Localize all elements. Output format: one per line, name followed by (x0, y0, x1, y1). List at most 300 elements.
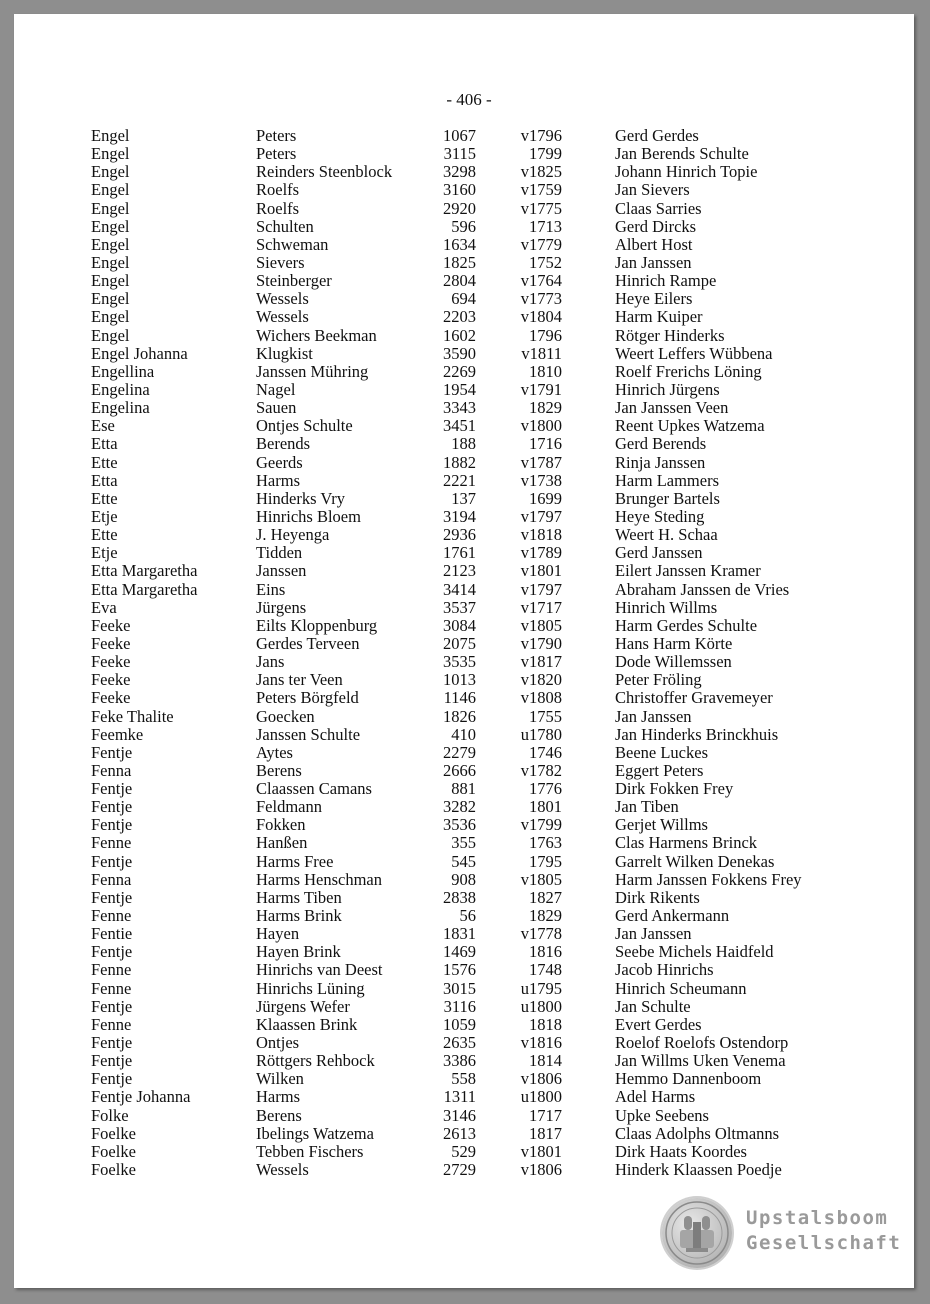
surname-cell: Harms Henschman (256, 869, 383, 889)
number-cell: 2936 (443, 525, 476, 545)
table-row (14, 381, 914, 399)
year-cell: v1806 (520, 1160, 562, 1180)
surname-cell: Harms (256, 470, 300, 490)
number-cell: 2203 (443, 307, 476, 327)
number-cell: 3535 (443, 652, 476, 672)
year-cell: v1796 (520, 126, 562, 145)
spouse-cell: Gerd Gerdes (615, 126, 699, 145)
table-row (14, 200, 914, 218)
spouse-cell: Seebe Michels Haidfeld (615, 942, 774, 962)
number-cell: 3015 (443, 978, 476, 998)
number-cell: 3343 (443, 398, 476, 418)
year-cell: 1746 (529, 742, 562, 762)
first-name-cell: Feeke (91, 633, 131, 653)
surname-cell: Berends (256, 434, 311, 454)
surname-cell: Roelfs (256, 198, 300, 218)
spouse-cell: Abraham Janssen de Vries (615, 579, 790, 599)
year-cell: v1816 (520, 1033, 562, 1053)
spouse-cell: Hinrich Willms (615, 597, 718, 617)
table-row (14, 181, 914, 199)
first-name-cell: Engel (91, 162, 130, 182)
year-cell: 1801 (529, 797, 562, 817)
table-row (14, 1016, 914, 1034)
year-cell: v1801 (520, 1141, 562, 1161)
spouse-cell: Harm Janssen Fokkens Frey (615, 869, 802, 889)
year-cell: v1797 (520, 506, 562, 526)
table-row (14, 617, 914, 635)
first-name-cell: Feeke (91, 670, 131, 690)
number-cell: 3084 (443, 615, 476, 635)
number-cell: 1826 (443, 706, 476, 726)
spouse-cell: Rötger Hinderks (615, 325, 725, 345)
surname-cell: Harms Tiben (256, 887, 342, 907)
number-cell: 1831 (443, 924, 476, 944)
first-name-cell: Fentje (91, 742, 133, 762)
year-cell: v1806 (520, 1069, 562, 1089)
first-name-cell: Feeke (91, 615, 131, 635)
surname-cell: Wichers Beekman (256, 325, 377, 345)
first-name-cell: Ette (91, 452, 118, 472)
first-name-cell: Fenne (91, 906, 132, 926)
spouse-cell: Gerjet Willms (615, 815, 708, 835)
first-name-cell: Eva (91, 597, 117, 617)
spouse-cell: Rinja Janssen (615, 452, 706, 472)
surname-cell: Steinberger (256, 271, 332, 291)
spouse-cell: Brunger Bartels (615, 488, 720, 508)
year-cell: v1764 (520, 271, 562, 291)
first-name-cell: Engel (91, 144, 130, 164)
spouse-cell: Hans Harm Körte (615, 633, 733, 653)
table-row (14, 889, 914, 907)
number-cell: 1761 (443, 543, 476, 563)
number-cell: 908 (451, 869, 476, 889)
spouse-cell: Claas Adolphs Oltmanns (615, 1123, 780, 1143)
table-row (14, 581, 914, 599)
table-row (14, 127, 914, 145)
table-row (14, 689, 914, 707)
year-cell: 1796 (529, 325, 562, 345)
table-row (14, 726, 914, 744)
table-row (14, 562, 914, 580)
year-cell: v1805 (520, 869, 562, 889)
table-row (14, 599, 914, 617)
year-cell: 1699 (529, 488, 562, 508)
spouse-cell: Hinrich Rampe (615, 271, 717, 291)
number-cell: 1469 (443, 942, 476, 962)
year-cell: 1827 (529, 887, 562, 907)
table-row (14, 508, 914, 526)
first-name-cell: Ese (91, 416, 115, 436)
number-cell: 1882 (443, 452, 476, 472)
surname-cell: Jans ter Veen (256, 670, 343, 690)
year-cell: v1825 (520, 162, 562, 182)
number-cell: 3590 (443, 343, 476, 363)
table-row (14, 816, 914, 834)
table-row (14, 1161, 914, 1179)
number-cell: 1311 (443, 1087, 476, 1107)
surname-cell: Peters Börgfeld (256, 688, 359, 708)
table-row (14, 218, 914, 236)
table-row (14, 744, 914, 762)
table-row (14, 780, 914, 798)
surname-cell: Ibelings Watzema (256, 1123, 374, 1143)
table-row (14, 1052, 914, 1070)
surname-cell: Sievers (256, 252, 305, 272)
surname-cell: Goecken (256, 706, 315, 726)
number-cell: 3194 (443, 506, 476, 526)
surname-cell: Hinderks Vry (256, 488, 345, 508)
spouse-cell: Claas Sarries (615, 198, 702, 218)
number-cell: 3537 (443, 597, 476, 617)
table-row (14, 961, 914, 979)
surname-cell: Wessels (256, 1160, 309, 1180)
table-row (14, 943, 914, 961)
spouse-cell: Hinderk Klaassen Poedje (615, 1160, 782, 1180)
spouse-cell: Jan Janssen (615, 924, 692, 944)
surname-cell: Feldmann (256, 797, 322, 817)
table-row (14, 853, 914, 871)
year-cell: v1817 (520, 652, 562, 672)
table-row (14, 490, 914, 508)
number-cell: 2729 (443, 1160, 476, 1180)
surname-cell: Ontjes (256, 1033, 300, 1053)
table-row (14, 708, 914, 726)
year-cell: 1795 (529, 851, 562, 871)
first-name-cell: Etje (91, 506, 118, 526)
first-name-cell: Fenna (91, 869, 132, 889)
surname-cell: Sauen (256, 398, 297, 418)
surname-cell: Hayen (256, 924, 300, 944)
table-row (14, 980, 914, 998)
number-cell: 3160 (443, 180, 476, 200)
first-name-cell: Engel (91, 198, 130, 218)
number-cell: 2279 (443, 742, 476, 762)
first-name-cell: Fenna (91, 760, 132, 780)
table-row (14, 798, 914, 816)
spouse-cell: Heye Eilers (615, 289, 693, 309)
table-row (14, 454, 914, 472)
table-row (14, 671, 914, 689)
spouse-cell: Jan Janssen Veen (615, 398, 729, 418)
spouse-cell: Hinrich Scheumann (615, 978, 747, 998)
number-cell: 1067 (443, 126, 476, 145)
year-cell: v1773 (520, 289, 562, 309)
first-name-cell: Engel (91, 216, 130, 236)
surname-cell: Eilts Kloppenburg (256, 615, 378, 635)
surname-cell: Gerdes Terveen (256, 633, 360, 653)
first-name-cell: Fenne (91, 960, 132, 980)
logo-text (746, 1206, 901, 1256)
number-cell: 558 (451, 1069, 476, 1089)
spouse-cell: Gerd Ankermann (615, 906, 730, 926)
spouse-cell: Adel Harms (615, 1087, 696, 1107)
first-name-cell: Engelina (91, 398, 150, 418)
table-row (14, 1107, 914, 1125)
genealogy-list (14, 127, 914, 1179)
number-cell: 2123 (443, 561, 476, 581)
surname-cell: Berens (256, 1105, 302, 1125)
year-cell: v1778 (520, 924, 562, 944)
first-name-cell: Feeke (91, 652, 131, 672)
first-name-cell: Foelke (91, 1141, 136, 1161)
table-row (14, 871, 914, 889)
year-cell: 1810 (529, 361, 562, 381)
spouse-cell: Dirk Fokken Frey (615, 779, 734, 799)
surname-cell: Klaassen Brink (256, 1014, 358, 1034)
number-cell: 545 (451, 851, 476, 871)
spouse-cell: Roelf Frerichs Löning (615, 361, 762, 381)
surname-cell: Jürgens (256, 597, 307, 617)
surname-cell: Klugkist (256, 343, 313, 363)
year-cell: 1713 (529, 216, 562, 236)
surname-cell: Janssen (256, 561, 307, 581)
number-cell: 596 (451, 216, 476, 236)
number-cell: 410 (451, 724, 476, 744)
first-name-cell: Fentje (91, 815, 133, 835)
number-cell: 137 (451, 488, 476, 508)
number-cell: 1602 (443, 325, 476, 345)
table-row (14, 308, 914, 326)
table-row (14, 907, 914, 925)
year-cell: 1829 (529, 906, 562, 926)
surname-cell: Schulten (256, 216, 314, 236)
surname-cell: Janssen Schulte (256, 724, 361, 744)
first-name-cell: Engel (91, 271, 130, 291)
year-cell: 1763 (529, 833, 562, 853)
year-cell: u1780 (520, 724, 562, 744)
surname-cell: Berens (256, 760, 302, 780)
surname-cell: Hinrichs van Deest (256, 960, 383, 980)
spouse-cell: Christoffer Gravemeyer (615, 688, 773, 708)
spouse-cell: Jan Berends Schulte (615, 144, 749, 164)
year-cell: v1789 (520, 543, 562, 563)
table-row (14, 272, 914, 290)
table-row (14, 417, 914, 435)
number-cell: 2613 (443, 1123, 476, 1143)
surname-cell: Peters (256, 144, 297, 164)
number-cell: 3282 (443, 797, 476, 817)
year-cell: 1717 (529, 1105, 562, 1125)
spouse-cell: Gerd Berends (615, 434, 707, 454)
number-cell: 2221 (443, 470, 476, 490)
first-name-cell: Feemke (91, 724, 144, 744)
year-cell: 1818 (529, 1014, 562, 1034)
first-name-cell: Foelke (91, 1160, 136, 1180)
spouse-cell: Jan Hinderks Brinckhuis (615, 724, 779, 744)
document-page (14, 14, 914, 1288)
spouse-cell: Peter Fröling (615, 670, 702, 690)
spouse-cell: Dode Willemssen (615, 652, 732, 672)
year-cell: 1716 (529, 434, 562, 454)
surname-cell: J. Heyenga (256, 525, 330, 545)
surname-cell: Röttgers Rehbock (256, 1051, 375, 1071)
surname-cell: Janssen Mühring (256, 361, 369, 381)
spouse-cell: Johann Hinrich Topie (615, 162, 758, 182)
table-row (14, 834, 914, 852)
spouse-cell: Jan Sievers (615, 180, 690, 200)
first-name-cell: Fentje (91, 1051, 133, 1071)
first-name-cell: Engel Johanna (91, 343, 188, 363)
spouse-cell: Harm Kuiper (615, 307, 703, 327)
spouse-cell: Gerd Janssen (615, 543, 703, 563)
first-name-cell: Fenne (91, 833, 132, 853)
number-cell: 188 (451, 434, 476, 454)
surname-cell: Jans (256, 652, 285, 672)
number-cell: 1576 (443, 960, 476, 980)
year-cell: 1829 (529, 398, 562, 418)
year-cell: 1755 (529, 706, 562, 726)
surname-cell: Aytes (256, 742, 293, 762)
first-name-cell: Etta (91, 470, 118, 490)
page-number: - 406 - (446, 90, 492, 109)
spouse-cell: Hemmo Dannenboom (615, 1069, 762, 1089)
spouse-cell: Eilert Janssen Kramer (615, 561, 761, 581)
number-cell: 1013 (443, 670, 476, 690)
surname-cell: Roelfs (256, 180, 300, 200)
first-name-cell: Fenne (91, 1014, 132, 1034)
spouse-cell: Jan Tiben (615, 797, 679, 817)
first-name-cell: Fentje Johanna (91, 1087, 191, 1107)
surname-cell: Eins (256, 579, 286, 599)
year-cell: v1775 (520, 198, 562, 218)
surname-cell: Harms Free (256, 851, 334, 871)
first-name-cell: Etta Margaretha (91, 561, 198, 581)
number-cell: 1059 (443, 1014, 476, 1034)
first-name-cell: Ette (91, 525, 118, 545)
first-name-cell: Fentie (91, 924, 133, 944)
number-cell: 1825 (443, 252, 476, 272)
spouse-cell: Weert H. Schaa (615, 525, 718, 545)
year-cell: v1790 (520, 633, 562, 653)
first-name-cell: Fentje (91, 887, 133, 907)
number-cell: 3146 (443, 1105, 476, 1125)
year-cell: u1795 (520, 978, 562, 998)
upstalsboom-logo (656, 1192, 902, 1276)
surname-cell: Tidden (256, 543, 303, 563)
first-name-cell: Feeke (91, 688, 131, 708)
spouse-cell: Clas Harmens Brinck (615, 833, 758, 853)
number-cell: 3298 (443, 162, 476, 182)
year-cell: 1752 (529, 252, 562, 272)
number-cell: 2269 (443, 361, 476, 381)
surname-cell: Peters (256, 126, 297, 145)
surname-cell: Schweman (256, 234, 329, 254)
first-name-cell: Fentje (91, 1033, 133, 1053)
spouse-cell: Garrelt Wilken Denekas (615, 851, 775, 871)
surname-cell: Hinrichs Bloem (256, 506, 361, 526)
spouse-cell: Albert Host (615, 234, 693, 254)
surname-cell: Ontjes Schulte (256, 416, 353, 436)
spouse-cell: Harm Gerdes Schulte (615, 615, 758, 635)
number-cell: 2635 (443, 1033, 476, 1053)
first-name-cell: Folke (91, 1105, 129, 1125)
surname-cell: Reinders Steenblock (256, 162, 393, 182)
logo-line-2: Gesellschaft (746, 1232, 902, 1254)
year-cell: v1820 (520, 670, 562, 690)
table-row (14, 526, 914, 544)
table-row (14, 345, 914, 363)
surname-cell: Tebben Fischers (256, 1141, 364, 1161)
surname-cell: Nagel (256, 379, 296, 399)
surname-cell: Harms (256, 1087, 300, 1107)
upstalsboom-seal-icon (662, 1198, 732, 1268)
year-cell: v1804 (520, 307, 562, 327)
spouse-cell: Jan Schulte (615, 996, 691, 1016)
year-cell: 1814 (529, 1051, 562, 1071)
first-name-cell: Engel (91, 325, 130, 345)
spouse-cell: Gerd Dircks (615, 216, 697, 236)
number-cell: 3115 (443, 144, 476, 164)
surname-cell: Harms Brink (256, 906, 342, 926)
spouse-cell: Heye Steding (615, 506, 705, 526)
number-cell: 355 (451, 833, 476, 853)
surname-cell: Wessels (256, 289, 309, 309)
table-row (14, 925, 914, 943)
number-cell: 56 (459, 906, 476, 926)
table-row (14, 653, 914, 671)
first-name-cell: Ette (91, 488, 118, 508)
number-cell: 1634 (443, 234, 476, 254)
spouse-cell: Reent Upkes Watzema (615, 416, 765, 436)
number-cell: 2804 (443, 271, 476, 291)
surname-cell: Jürgens Wefer (256, 996, 350, 1016)
table-row (14, 236, 914, 254)
logo-line-1: Upstalsboom (746, 1207, 889, 1229)
year-cell: v1779 (520, 234, 562, 254)
spouse-cell: Beene Luckes (615, 742, 708, 762)
surname-cell: Claassen Camans (256, 779, 372, 799)
year-cell: u1800 (520, 1087, 562, 1107)
year-cell: 1816 (529, 942, 562, 962)
first-name-cell: Engel (91, 307, 130, 327)
number-cell: 2920 (443, 198, 476, 218)
year-cell: v1811 (521, 343, 562, 363)
surname-cell: Geerds (256, 452, 303, 472)
first-name-cell: Fentje (91, 851, 133, 871)
table-row (14, 290, 914, 308)
number-cell: 3451 (443, 416, 476, 436)
first-name-cell: Engellina (91, 361, 155, 381)
year-cell: v1808 (520, 688, 562, 708)
spouse-cell: Eggert Peters (615, 760, 704, 780)
number-cell: 694 (451, 289, 476, 309)
spouse-cell: Jacob Hinrichs (615, 960, 714, 980)
first-name-cell: Fentje (91, 996, 133, 1016)
spouse-cell: Dirk Haats Koordes (615, 1141, 747, 1161)
year-cell: 1776 (529, 779, 562, 799)
spouse-cell: Hinrich Jürgens (615, 379, 720, 399)
first-name-cell: Engel (91, 289, 130, 309)
table-row (14, 163, 914, 181)
number-cell: 881 (451, 779, 476, 799)
number-cell: 3414 (443, 579, 476, 599)
table-row (14, 1034, 914, 1052)
number-cell: 1954 (443, 379, 476, 399)
first-name-cell: Etta Margaretha (91, 579, 198, 599)
year-cell: v1797 (520, 579, 562, 599)
year-cell: v1805 (520, 615, 562, 635)
number-cell: 1146 (443, 688, 476, 708)
year-cell: v1800 (520, 416, 562, 436)
table-row (14, 1125, 914, 1143)
spouse-cell: Roelof Roelofs Ostendorp (615, 1033, 789, 1053)
table-row (14, 1070, 914, 1088)
spouse-cell: Jan Janssen (615, 706, 692, 726)
number-cell: 3386 (443, 1051, 476, 1071)
spouse-cell: Harm Lammers (615, 470, 720, 490)
year-cell: u1800 (520, 996, 562, 1016)
table-row (14, 635, 914, 653)
